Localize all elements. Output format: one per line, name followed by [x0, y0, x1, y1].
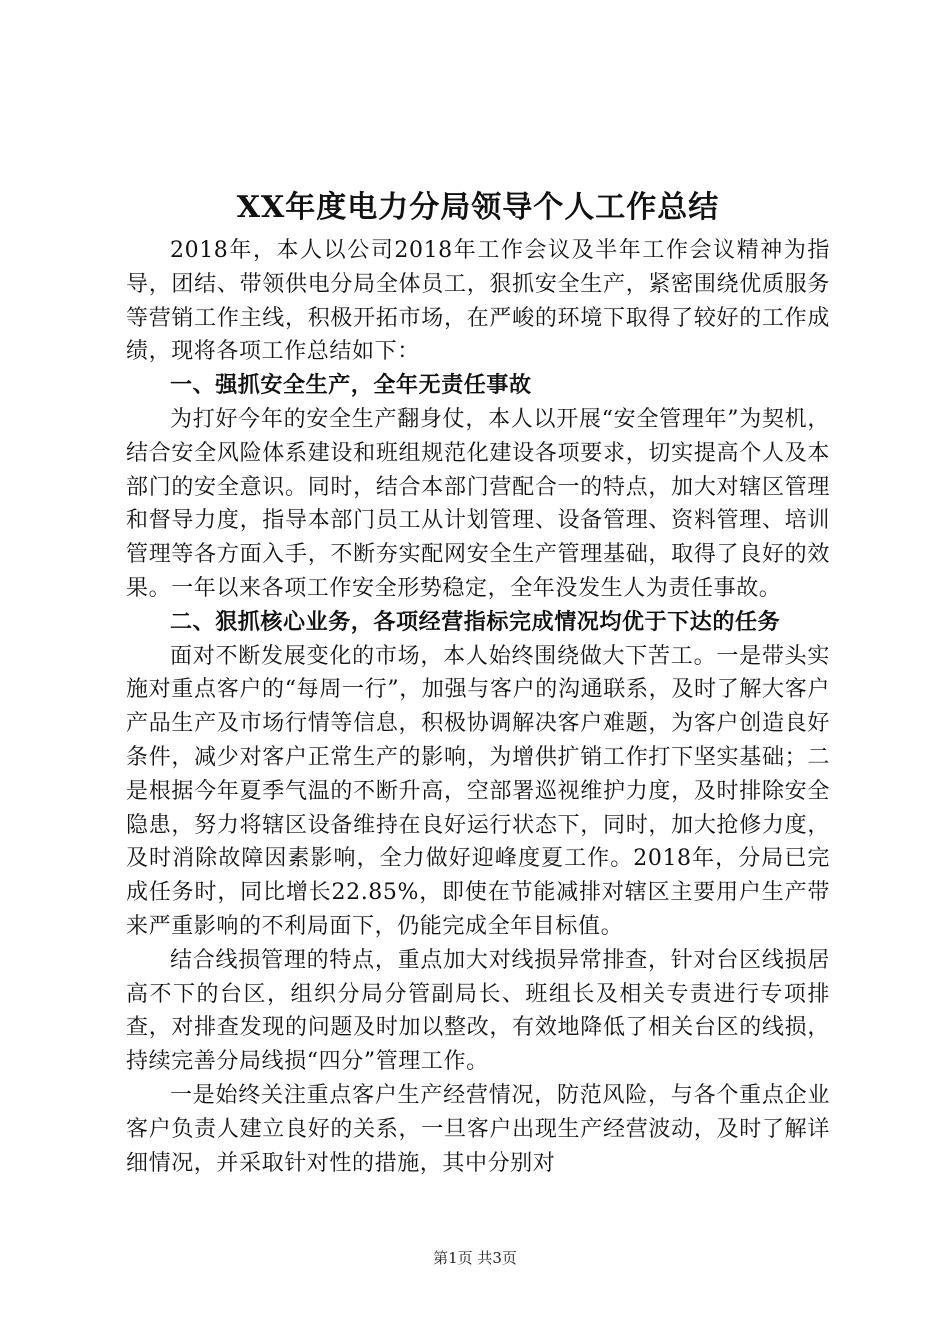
section-2-paragraph-1: 面对不断发展变化的市场，本人始终围绕做大下苦工。一是带头实施对重点客户的“每周一行”，加强与客户的沟通联系，及时了解大客户产品生产及市场行情等信息，积极协调解决客户难题，为客户创造良好条件，减少对客户正常生产的影响，为增供扩销工作打下坚实基础；二是根据今年夏季气温的不断升高，空部署巡视维护力度，及时排除安全隐患，努力将辖区设备维持在良好运行状态下，同时，加大抢修力度，及时消除故障因素影响，全力做好迎峰度夏工作。2018年，分局已完成任务时，同比增长22.85%，即使在节能减排对辖区主要用户生产带来严重影响的不利局面下，仍能完成全年目标值。	[126, 643, 830, 939]
section-2-paragraph-2: 结合线损管理的特点，重点加大对线损异常排查，针对台区线损居高不下的台区，组织分局分管副局长、班组长及相关专责进行专项排查，对排查发现的问题及时加以整改，有效地降低了相关台区的线损，持续完善分局线损“四分”管理工作。	[126, 947, 830, 1075]
section-1-heading: 一、强抓安全生产，全年无责任事故	[170, 372, 532, 399]
intro-paragraph: 2018年，本人以公司2018年工作会议及半年工作会议精神为指导，团结、带领供电分局全体员工，狠抓安全生产，紧密围绕优质服务等营销工作主线，积极开拓市场，在严峻的环境下取得了较好的工作成绩，现将各项工作总结如下：	[126, 238, 830, 365]
section-1-paragraph: 为打好今年的安全生产翻身仗，本人以开展“安全管理年”为契机，结合安全风险体系建设和班组规范化建设各项要求，切实提高个人及本部门的安全意识。同时，结合本部门营配合一的特点，加大对辖区管理和督导力度，指导本部门员工从计划管理、设备管理、资料管理、培训管理等各方面入手，不断夯实配网安全生产管理基础，取得了良好的效果。一年以来各项工作安全形势稳定，全年没发生人为责任事故。	[126, 406, 830, 601]
page-footer: 第1页 共3页	[433, 1249, 517, 1267]
section-2-heading: 二、狠抓核心业务，各项经营指标完成情况均优于下达的任务	[170, 608, 781, 635]
document-body	[126, 182, 830, 1180]
document-title: XX年度电力分局领导个人工作总结	[236, 190, 720, 225]
section-2-paragraph-3: 一是始终关注重点客户生产经营情况，防范风险，与各个重点企业客户负责人建立良好的关系，一旦客户出现生产经营波动，及时了解详细情况，并采取针对性的措施，其中分别对	[126, 1082, 830, 1176]
